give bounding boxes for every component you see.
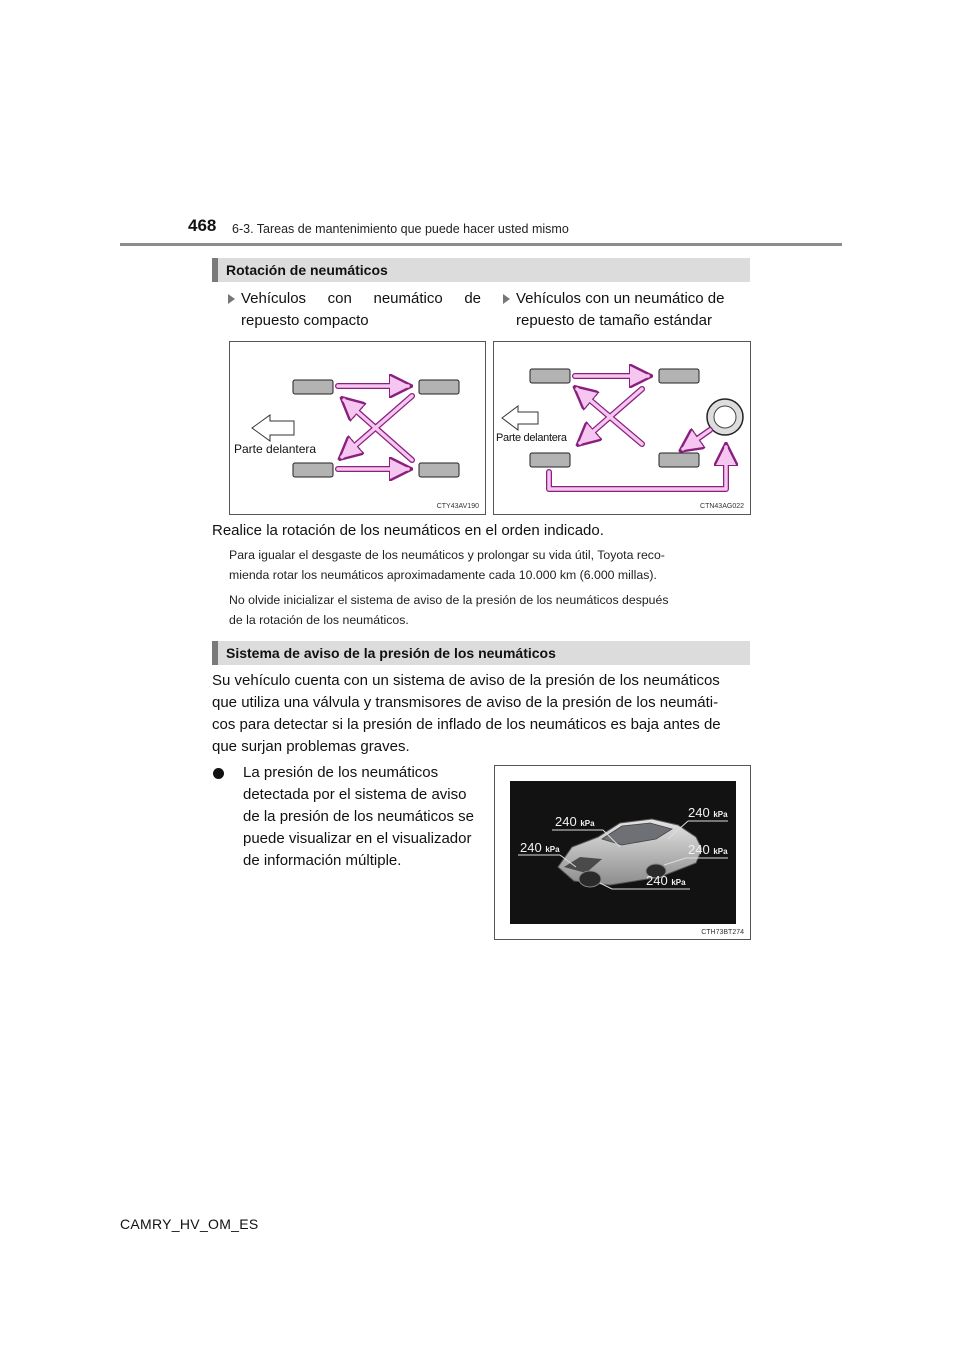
multi-information-display (510, 781, 736, 924)
figure-code: CTH73BT274 (701, 929, 744, 936)
tire-rear-left (530, 453, 570, 467)
tire-rear-left (293, 463, 333, 477)
tire-front-left (530, 369, 570, 383)
pressure-front-right: 240 kPa (688, 805, 728, 820)
figure-tpms-display (494, 765, 751, 940)
variant-full-size-spare-text: Vehículos con un neumático de repuesto de tamaño estándar (516, 290, 725, 329)
section-heading-tire-rotation: Rotación de neumáticos (212, 258, 750, 282)
pressure-front-left: 240 kPa (555, 814, 595, 829)
front-label: Parte delantera (496, 432, 567, 444)
front-direction-arrow-icon (252, 415, 294, 441)
rotation-arrows (338, 386, 412, 469)
rotation-diagram-compact (230, 342, 485, 514)
triangle-bullet-icon (228, 294, 235, 304)
document-id: CAMRY_HV_OM_ES (120, 1216, 259, 1232)
tire-front-left (293, 380, 333, 394)
pressure-rear-right: 240 kPa (688, 842, 728, 857)
rotation-note-1: Para igualar el desgaste de los neumáticos y prolongar su vida útil, Toyota reco- mienda rotar los neumáticos aproximadamente cada 10.000 km (6.000 millas). (229, 548, 665, 582)
tpms-display-bullet: La presión de los neumáticos detectada por el sistema de aviso de la presión de los neumáticos se puede visualizar en el visualizador de información múltiple. (243, 764, 474, 869)
variant-full-size-spare (503, 288, 747, 332)
pressure-left-side: 240 kPa (520, 840, 560, 855)
rotation-arrows (549, 376, 726, 489)
figure-rotation-full-size-spare (493, 341, 751, 515)
pressure-rear-left: 240 kPa (646, 873, 686, 888)
tire-rear-right (419, 463, 459, 477)
rotation-instruction: Realice la rotación de los neumáticos en el orden indicado. (212, 522, 604, 539)
figure-rotation-compact-spare (229, 341, 486, 515)
section-header-title: 6-3. Tareas de mantenimiento que puede hacer usted mismo (232, 222, 569, 236)
front-label: Parte delantera (234, 442, 317, 456)
page-number: 468 (188, 216, 217, 235)
tire-front-right (659, 369, 699, 383)
figure-code: CTY43AV190 (436, 503, 479, 510)
section-heading-tpms: Sistema de aviso de la presión de los neumáticos (212, 641, 750, 665)
tire-rear-right (659, 453, 699, 467)
figure-code: CTN43AG022 (700, 503, 744, 510)
rotation-note-2: No olvide inicializar el sistema de aviso de la presión de los neumáticos después de la rotación de los neumáticos. (229, 593, 669, 627)
header-divider (120, 243, 842, 246)
bullet-dot-icon (213, 768, 224, 779)
rotation-diagram-full-size (494, 342, 750, 514)
triangle-bullet-icon (503, 294, 510, 304)
tire-front-right (419, 380, 459, 394)
front-direction-arrow-icon (502, 406, 538, 430)
variant-compact-spare (228, 288, 481, 332)
variant-compact-spare-text: Vehículos con neumático de repuesto compacto (241, 290, 481, 329)
wheel-front-left (579, 871, 601, 887)
tpms-description: Su vehículo cuenta con un sistema de aviso de la presión de los neumáticos que utiliza una válvula y transmisores de aviso de la presión de los neumáti- cos para detectar si la presión de inflado de los neumáticos es baja antes de que surjan problemas graves. (212, 672, 721, 755)
